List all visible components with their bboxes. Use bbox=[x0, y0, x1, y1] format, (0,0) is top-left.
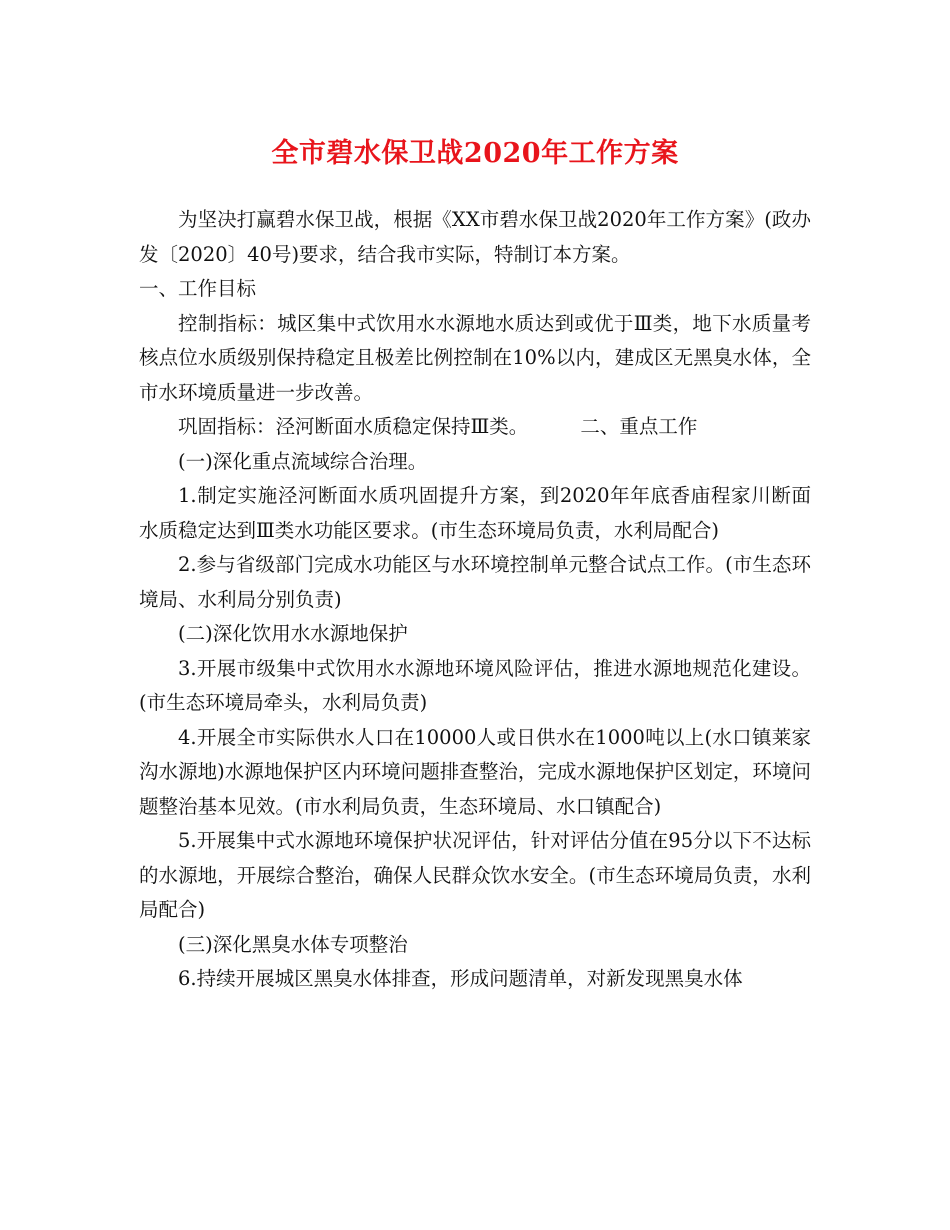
item-4-paragraph: 4.开展全市实际供水人口在10000人或日供水在1000吨以上(水口镇莱家沟水源地)水源地保护区内环境问题排查整治，完成水源地保护区划定，环境问题整治基本见效。(市水利局负责，生态环境局、水口镇配合) bbox=[139, 725, 811, 818]
consolidation-indicators-text: 巩固指标：泾河断面水质稳定保持Ⅲ类。 bbox=[178, 415, 529, 438]
item-1-paragraph: 1.制定实施泾河断面水质巩固提升方案，到2020年年底香庙程家川断面水质稳定达到Ⅲ类水功能区要求。(市生态环境局负责，水利局配合) bbox=[139, 484, 811, 542]
document-body bbox=[139, 203, 811, 997]
intro-paragraph: 为坚决打赢碧水保卫战，根据《XX市碧水保卫战2020年工作方案》(政办发〔2020〕40号)要求，结合我市实际，特制订本方案。 bbox=[139, 208, 811, 266]
item-5-paragraph: 5.开展集中式水源地环境保护状况评估，针对评估分值在95分以下不达标的水源地，开展综合整治，确保人民群众饮水安全。(市生态环境局负责，水利局配合) bbox=[139, 829, 811, 921]
control-indicators-paragraph: 控制指标：城区集中式饮用水水源地水质达到或优于Ⅲ类，地下水质量考核点位水质级别保持稳定且极差比例控制在10%以内，建成区无黑臭水体，全市水环境质量进一步改善。 bbox=[139, 311, 811, 404]
subsection-heading-1: (一)深化重点流域综合治理。 bbox=[178, 449, 428, 473]
document-title: 全市碧水保卫战2020年工作方案 bbox=[271, 138, 679, 169]
item-2-paragraph: 2.参与省级部门完成水功能区与水环境控制单元整合试点工作。(市生态环境局、水利局分别负责) bbox=[139, 553, 811, 611]
item-3-paragraph: 3.开展市级集中式饮用水水源地环境风险评估，推进水源地规范化建设。(市生态环境局牵头，水利局负责) bbox=[139, 656, 811, 714]
subsection-heading-2: (二)深化饮用水水源地保护 bbox=[178, 622, 408, 645]
subsection-heading-3: (三)深化黑臭水体专项整治 bbox=[178, 932, 408, 956]
consolidation-line bbox=[139, 410, 811, 445]
item-6-paragraph: 6.持续开展城区黑臭水体排查，形成问题清单，对新发现黑臭水体 bbox=[178, 967, 743, 990]
section-heading-goals: 一、工作目标 bbox=[139, 277, 257, 300]
section-heading-key-work: 二、重点工作 bbox=[580, 415, 698, 438]
